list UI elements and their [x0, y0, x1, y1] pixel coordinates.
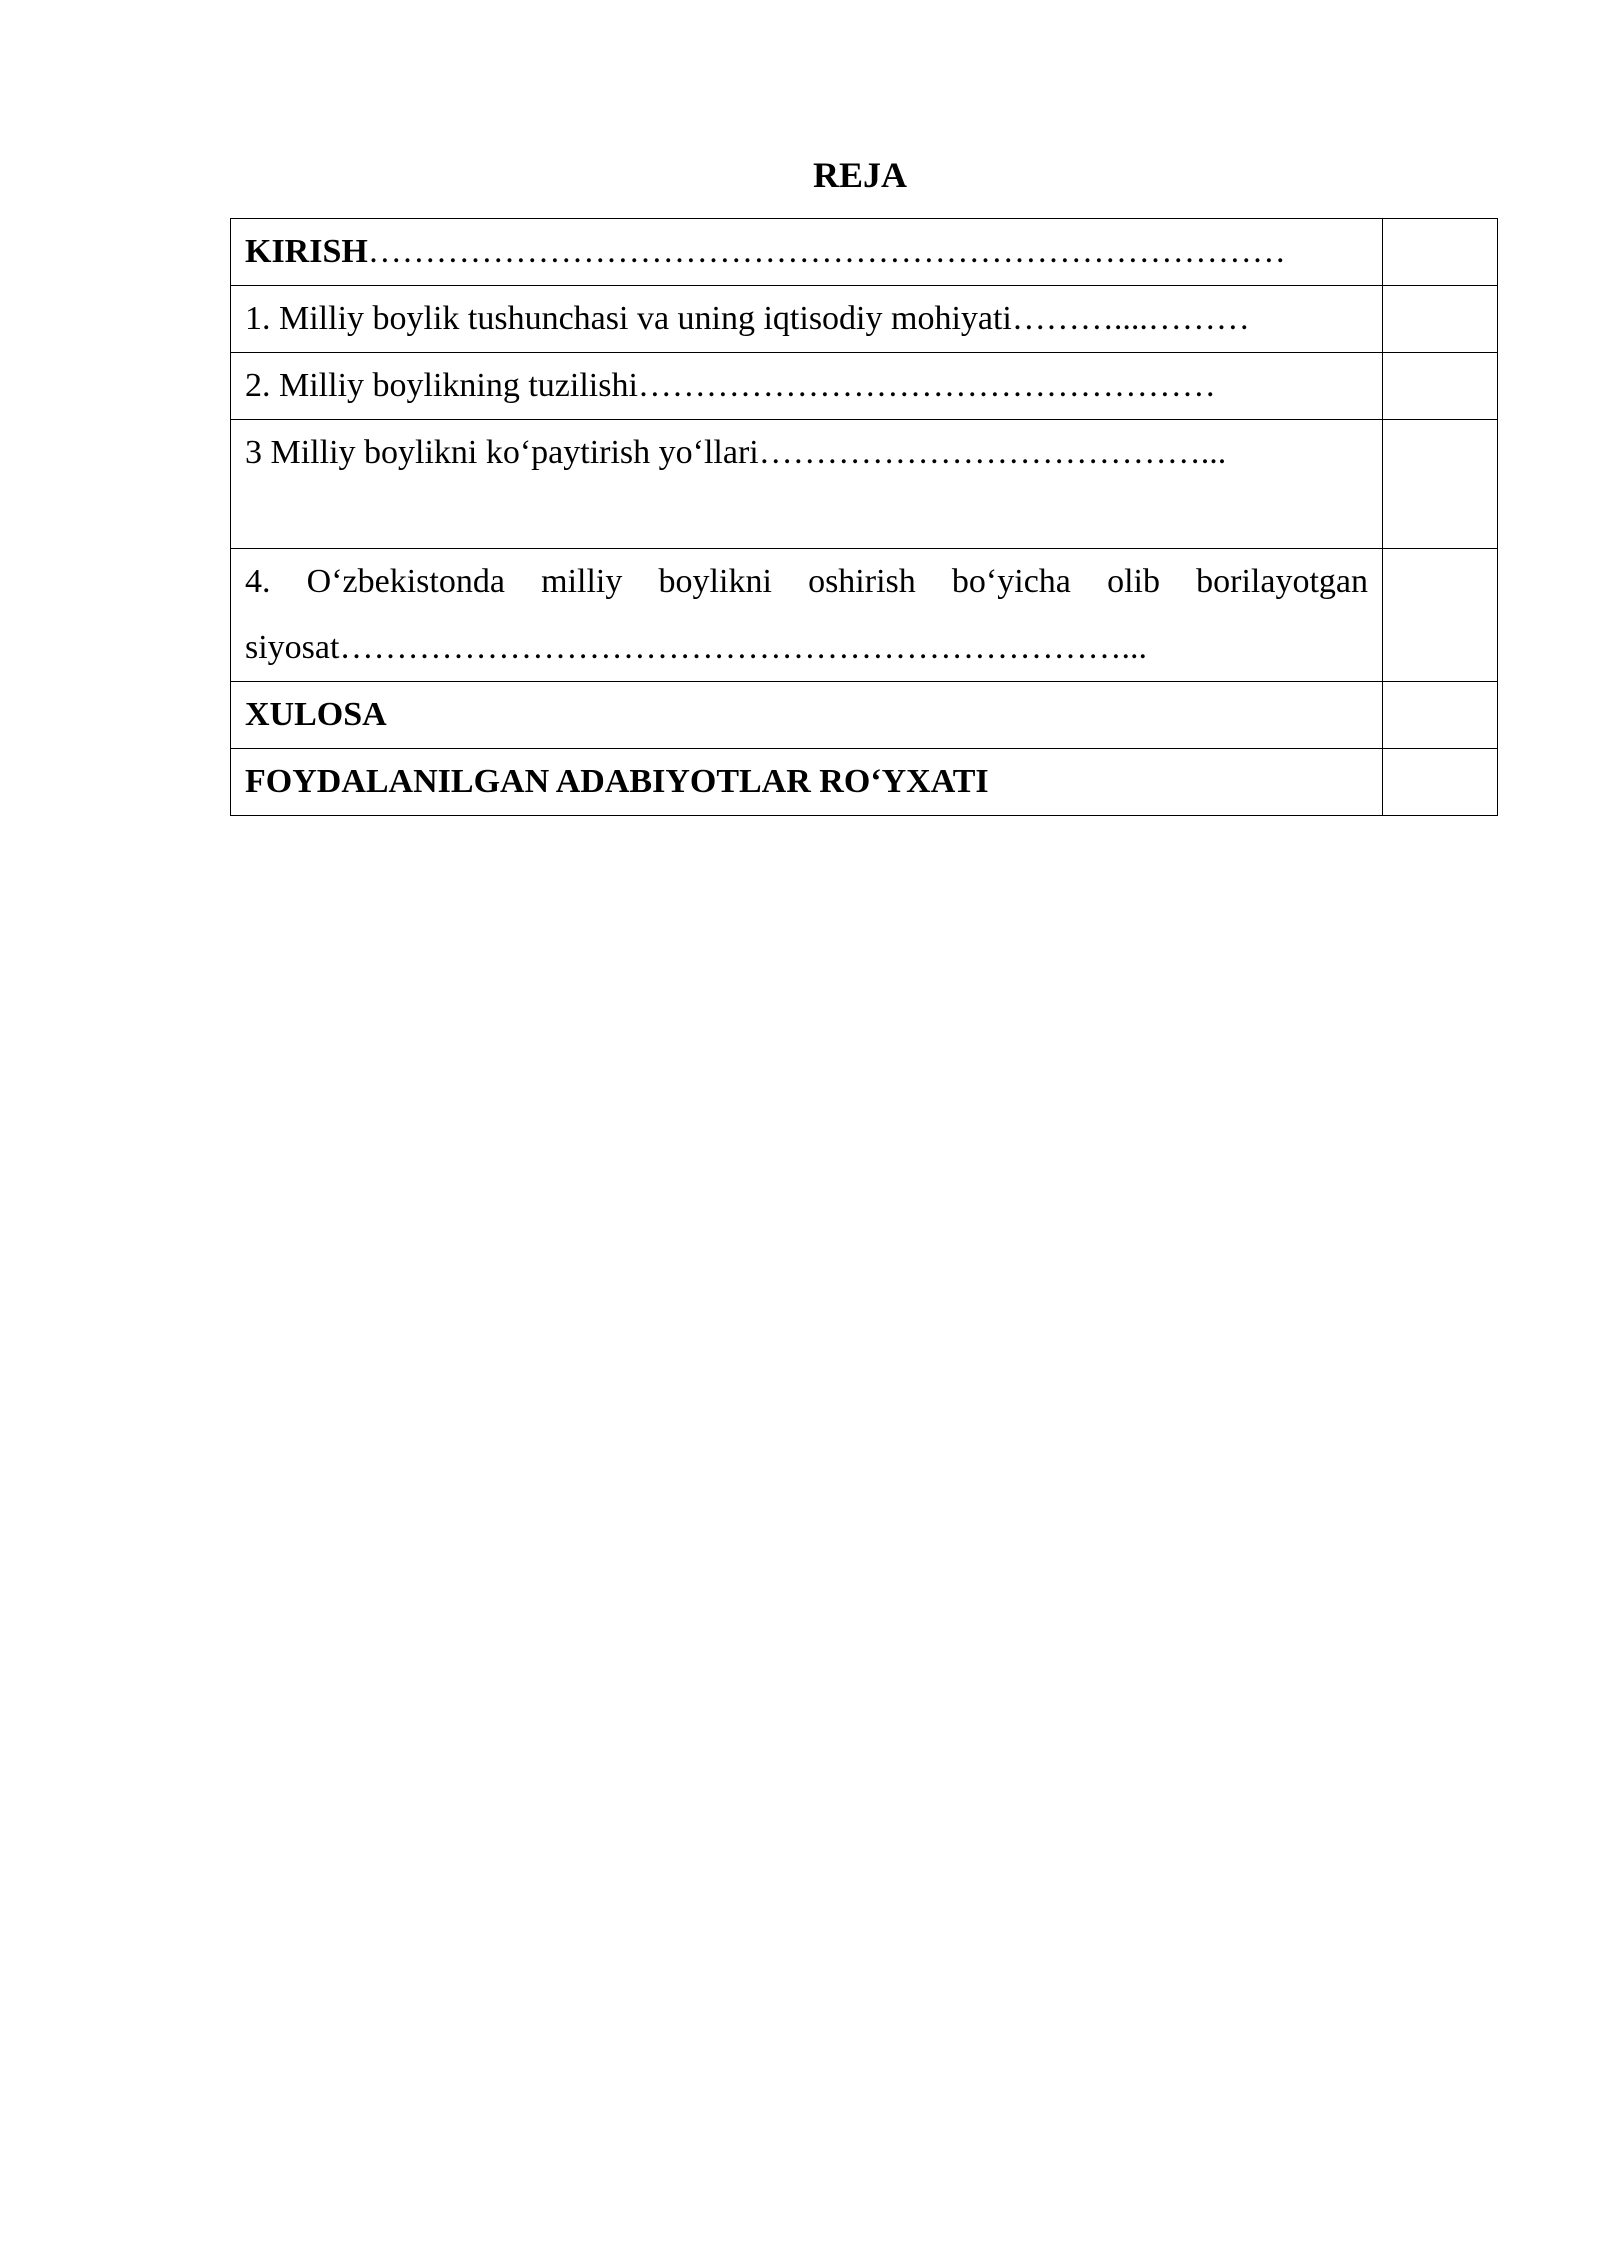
- toc-row-section-2: [231, 353, 1498, 420]
- toc-entry-cell: [231, 353, 1383, 420]
- toc-entry-paragraph: [245, 420, 1368, 486]
- toc-entry-cell: [231, 749, 1383, 816]
- toc-leader-dots: ……………………………………………………………...: [339, 629, 1147, 666]
- toc-page-number-cell: [1383, 749, 1498, 816]
- toc-page-number-cell: [1383, 682, 1498, 749]
- toc-entry-paragraph: [245, 549, 1368, 681]
- toc-entry-cell: [231, 420, 1383, 549]
- toc-entry-title: FOYDALANILGAN ADABIYOTLAR RO‘YXATI: [245, 763, 989, 800]
- toc-entry-cell: [231, 549, 1383, 682]
- toc-row-xulosa: [231, 682, 1498, 749]
- toc-leader-dots: ………………………………………………………………………: [367, 233, 1286, 270]
- toc-row-section-4: [231, 549, 1498, 682]
- toc-entry-title: 3 Milliy boylikni ko‘paytirish yo‘llari: [245, 434, 759, 471]
- toc-row-kirish: [231, 219, 1498, 286]
- toc-page-number-cell: [1383, 420, 1498, 549]
- toc-page-number-cell: [1383, 549, 1498, 682]
- toc-entry-cell: [231, 219, 1383, 286]
- toc-page-number-cell: [1383, 219, 1498, 286]
- page-title: REJA: [812, 155, 907, 195]
- toc-row-section-1: [231, 286, 1498, 353]
- toc-entry-cell: [231, 682, 1383, 749]
- toc-page-number-cell: [1383, 353, 1498, 420]
- toc-leader-dots: …………………………………...: [758, 434, 1227, 471]
- toc-page-number-cell: [1383, 286, 1498, 353]
- toc-entry-cell: [231, 286, 1383, 353]
- toc-entry-title: 4. O‘zbekistonda milliy boylikni oshirish bo‘yicha olib borilayotgan siyosat: [245, 563, 1368, 666]
- toc-leader-dots: ………....………: [1011, 300, 1250, 337]
- toc-entry-title: 1. Milliy boylik tushunchasi va uning iqtisodiy mohiyati: [245, 300, 1012, 337]
- toc-entry-title: KIRISH: [245, 233, 368, 270]
- toc-entry-title: 2. Milliy boylikning tuzilishi: [245, 367, 638, 404]
- toc-leader-dots: ……………………………………………: [637, 367, 1216, 404]
- toc-row-references: [231, 749, 1498, 816]
- table-of-contents: [230, 218, 1498, 816]
- toc-entry-title: XULOSA: [245, 696, 387, 733]
- toc-row-section-3: [231, 420, 1498, 549]
